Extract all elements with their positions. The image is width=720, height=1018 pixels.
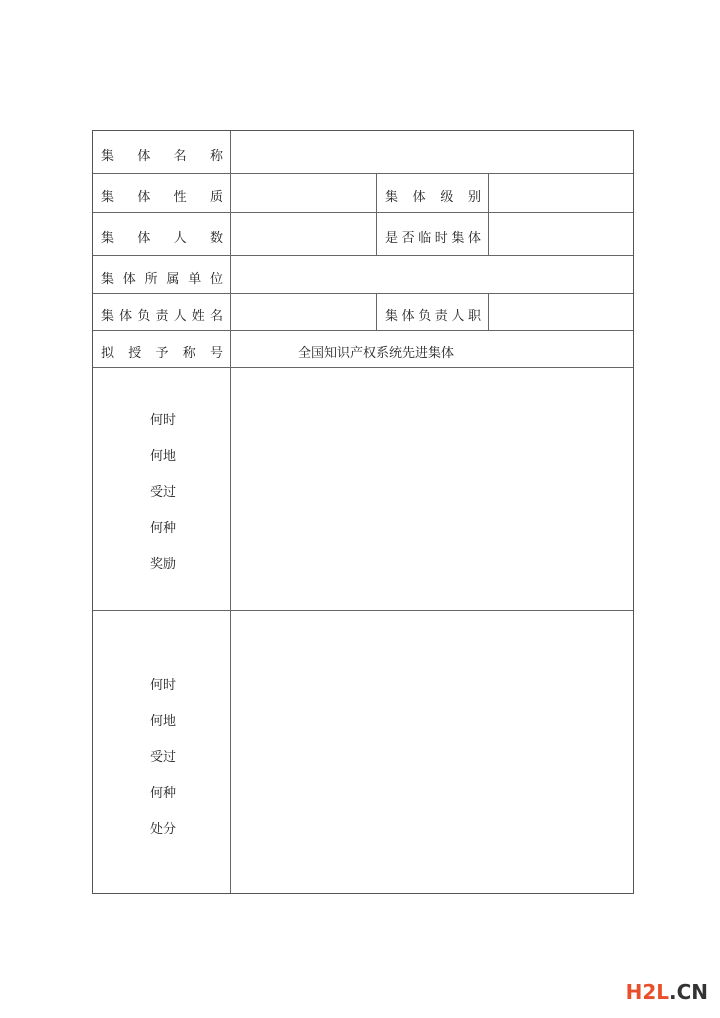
site-watermark — [626, 980, 708, 1004]
label-proposed-title: 拟 授 予 称 号 — [101, 346, 223, 361]
application-form-table — [92, 130, 634, 894]
label-leader-position: 集 体 负 责 人 职 — [385, 309, 481, 324]
column-divider — [376, 293, 377, 330]
input-group-nature[interactable] — [231, 174, 376, 212]
label-affiliation: 集 体 所 属 单 位 — [101, 272, 223, 287]
input-leader-name[interactable] — [231, 294, 376, 330]
label-punishments: 何时 何地 受过 何种 处分 — [149, 678, 176, 837]
input-leader-position[interactable] — [489, 294, 633, 330]
row-divider — [93, 330, 633, 331]
input-affiliation[interactable] — [231, 256, 633, 293]
input-group-name[interactable] — [231, 131, 633, 173]
column-divider — [376, 173, 377, 255]
label-is-temporary: 是 否 临 时 集 体 — [385, 231, 481, 246]
label-group-nature: 集 体 性 质 — [101, 190, 223, 205]
input-group-people[interactable] — [231, 213, 376, 255]
label-group-name: 集 体 名 称 — [101, 149, 223, 164]
input-group-level[interactable] — [489, 174, 633, 212]
label-group-people: 集 体 人 数 — [101, 231, 223, 246]
label-awards: 何时 何地 受过 何种 奖励 — [149, 413, 176, 572]
label-group-level: 集 体 级 别 — [385, 190, 481, 205]
proposed-title-value: 全国知识产权系统先进集体 — [297, 346, 454, 361]
input-awards[interactable] — [231, 368, 633, 610]
input-is-temporary[interactable] — [489, 213, 633, 255]
watermark-suffix: .CN — [668, 980, 708, 1004]
watermark-main: H2L — [625, 980, 669, 1004]
input-punishments[interactable] — [231, 611, 633, 893]
label-leader-name: 集 体 负 责 人 姓 名 — [101, 309, 223, 324]
